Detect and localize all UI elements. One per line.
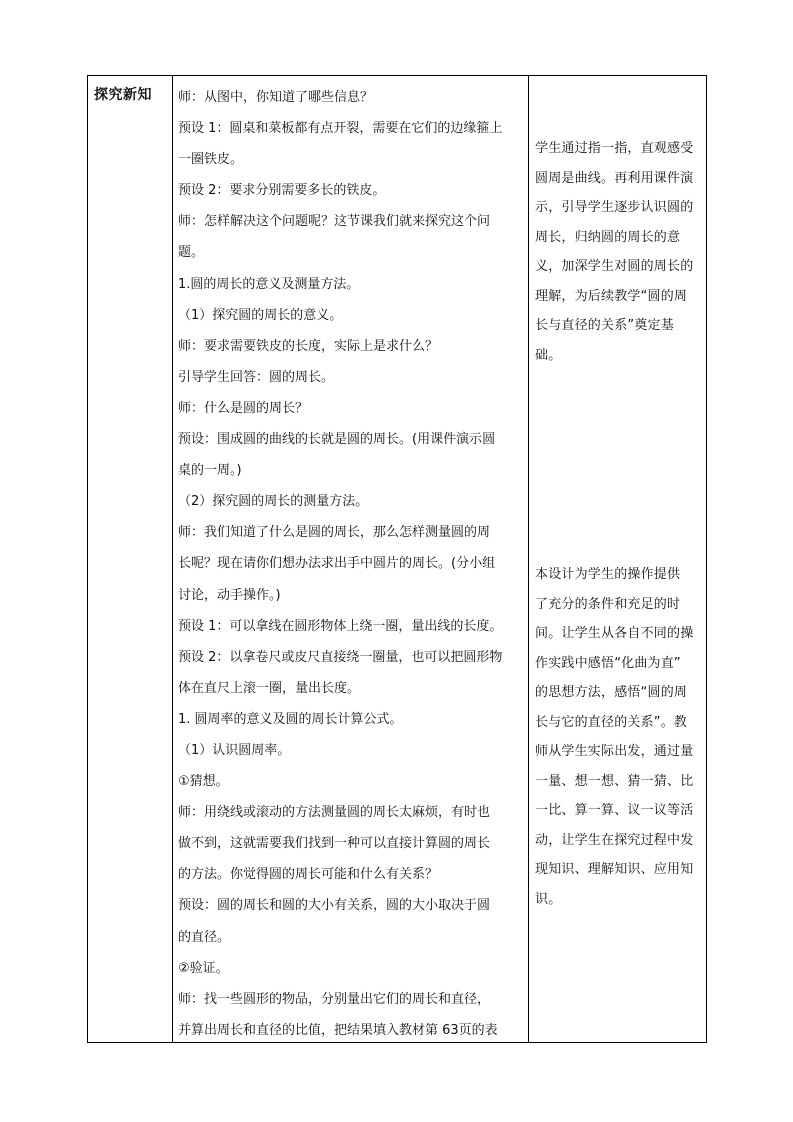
- note-line: 长与直径的关系”奠定基: [535, 318, 674, 333]
- lesson-line: 师：用绕线或滚动的方法测量圆的周长太麻烦，有时也: [178, 805, 491, 821]
- lesson-line: 师：什么是圆的周长？: [178, 400, 309, 416]
- note-line: 周长，归纳圆的周长的意: [535, 229, 681, 245]
- lesson-line: 师：找一些圆形的物品，分别量出它们的周长和直径，: [178, 991, 491, 1007]
- lesson-line: 引导学生回答：圆的周长。: [178, 369, 335, 385]
- lesson-line: （1）认识圆周率。: [178, 742, 291, 758]
- lesson-line: 预设 1：圆桌和菜板都有点开裂，需要在它们的边缘箍上: [178, 121, 503, 137]
- lesson-line: 师：我们知道了什么是圆的周长，那么怎样测量圆的周: [178, 525, 491, 541]
- lesson-plan-table: [87, 75, 707, 1043]
- lesson-line: 的方法。你觉得圆的周长可能和什么有关系？: [178, 867, 439, 883]
- lesson-line: 师：怎样解决这个问题呢？这节课我们就来探究这个问: [178, 214, 491, 230]
- lesson-line: 体在直尺上滚一圈，量出长度。: [178, 680, 361, 696]
- lesson-line: 并算出周长和直径的比值，把结果填入教材第 63页的表: [178, 1022, 498, 1038]
- lesson-line: 师：从图中，你知道了哪些信息？: [178, 90, 374, 105]
- note-line: 现知识、理解知识、应用知: [535, 862, 694, 877]
- section-label: 探究新知: [94, 87, 152, 103]
- note-line: 一量、想一想、猜一猜、比: [535, 773, 694, 789]
- note-line: 圆周是曲线。再利用课件演: [535, 170, 694, 186]
- design-note-1: [535, 134, 705, 370]
- lesson-line: 预设 1：可以拿线在圆形物体上绕一圈，量出线的长度。: [178, 618, 503, 634]
- note-line: 识。: [535, 891, 562, 907]
- note-line: 动，让学生在探究过程中发: [535, 832, 694, 848]
- lesson-line: 预设：圆的周长和圆的大小有关系，圆的大小取决于圆: [178, 898, 491, 914]
- teaching-process-column: [178, 82, 526, 1046]
- lesson-line: 做不到，这就需要我们找到一种可以直接计算圆的周长: [178, 836, 491, 852]
- lesson-line: 一圈铁皮。: [178, 152, 244, 168]
- lesson-line: 预设 2：要求分别需要多长的铁皮。: [178, 183, 386, 199]
- lesson-line: 题。: [178, 245, 205, 261]
- lesson-line: （2）探究圆的周长的测量方法。: [178, 494, 369, 510]
- lesson-line: （1）探究圆的周长的意义。: [178, 307, 343, 323]
- lesson-line: 的直径。: [178, 929, 231, 945]
- note-line: 一比、算一算、议一议等活: [535, 803, 694, 818]
- lesson-line: ①猜想。: [178, 774, 229, 790]
- note-line: 长与它的直径的关系”。教: [535, 714, 688, 730]
- note-line: 师从学生实际出发，通过量: [535, 744, 694, 759]
- note-line: 间。让学生从各自不同的操: [535, 626, 694, 641]
- lesson-line: 长呢？现在请你们想办法求出手中圆片的周长。(分小组: [178, 556, 496, 572]
- note-line: 学生通过指一指，直观感受: [535, 141, 694, 156]
- lesson-line: 预设：围成圆的曲线的长就是圆的周长。(用课件演示圆: [178, 432, 496, 448]
- note-line: 础。: [535, 347, 562, 363]
- note-line: 理解，为后续教学“圆的周: [535, 288, 688, 304]
- note-line: 了充分的条件和充足的时: [535, 596, 681, 612]
- lesson-line: 1.圆的周长的意义及测量方法。: [178, 276, 360, 292]
- lesson-line: 预设 2：以拿卷尺或皮尺直接绕一圈量，也可以把圆形物: [178, 649, 503, 665]
- lesson-line: 讨论，动手操作。): [178, 587, 281, 603]
- column-divider: [172, 76, 173, 1042]
- lesson-line: 师：要求需要铁皮的长度，实际上是求什么？: [178, 338, 439, 354]
- note-line: 示，引导学生逐步认识圆的: [535, 200, 694, 215]
- design-note-2: [535, 560, 705, 914]
- lesson-line: ②验证。: [178, 960, 229, 976]
- note-line: 的思想方法，感悟“圆的周: [535, 685, 688, 700]
- column-divider: [528, 76, 529, 1042]
- lesson-line: 桌的一周。): [178, 463, 242, 479]
- note-line: 本设计为学生的操作提供: [535, 567, 681, 582]
- note-line: 作实践中感悟“化曲为直”: [535, 655, 681, 671]
- lesson-line: 1. 圆周率的意义及圆的周长计算公式。: [178, 711, 403, 727]
- note-line: 义，加深学生对圆的周长的: [535, 259, 694, 274]
